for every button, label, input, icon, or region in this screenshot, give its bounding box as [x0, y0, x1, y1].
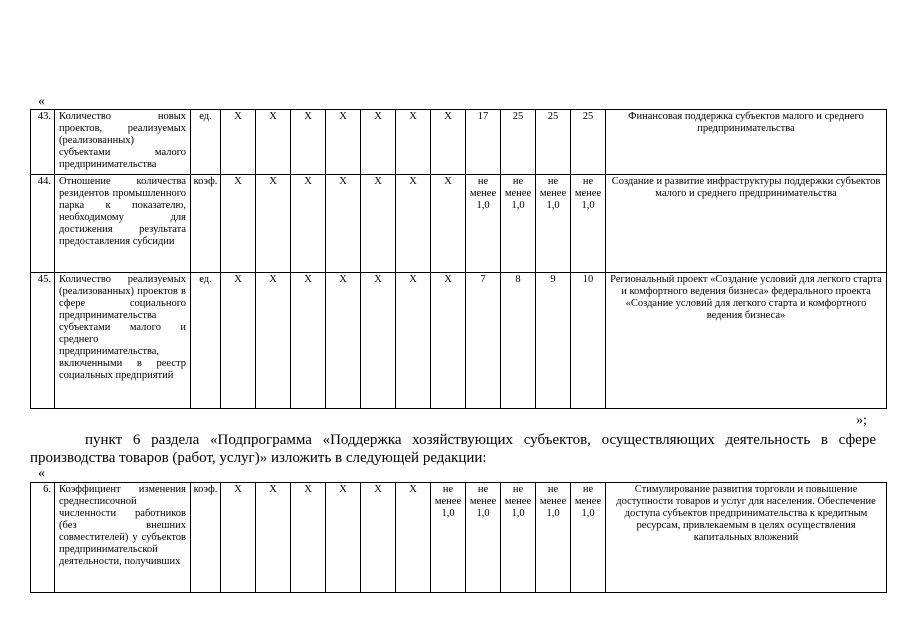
value-cell: не менее 1,0	[571, 175, 606, 273]
indicator-name: Количество реализуемых (реализованных) проектов в сфере социального предпринимательства субъектами малого и среднего предпринимательства, включенными в реестр социальных предприятий	[55, 273, 191, 409]
value-cell: не менее 1,0	[536, 483, 571, 593]
x-cell: X	[361, 483, 396, 593]
x-cell: X	[361, 273, 396, 409]
value-cell: 25	[536, 110, 571, 175]
source-cell: Финансовая поддержка субъектов малого и среднего предпринимательства	[606, 110, 887, 175]
x-cell: X	[221, 483, 256, 593]
value-cell: не менее 1,0	[501, 175, 536, 273]
x-cell: X	[291, 273, 326, 409]
x-cell: X	[221, 175, 256, 273]
instruction-paragraph: пункт 6 раздела «Подпрограмма «Поддержка хозяйствующих субъектов, осуществляющих деятельность в сфере производства товаров (работ, услуг)» изложить в следующей редакции:	[30, 432, 876, 466]
indicator-name: Отношение количества резидентов промышленного парка к показателю, необходимому для достижения результата предоставления субсидии	[55, 175, 191, 273]
x-cell: X	[326, 483, 361, 593]
value-cell: не менее 1,0	[431, 483, 466, 593]
x-cell: X	[221, 273, 256, 409]
row-number: 45.	[31, 273, 55, 409]
x-cell: X	[256, 273, 291, 409]
value-cell: не менее 1,0	[571, 483, 606, 593]
opening-quote-2: «	[38, 466, 45, 481]
indicators-table-1	[30, 109, 887, 409]
value-cell: 7	[466, 273, 501, 409]
row-number: 43.	[31, 110, 55, 175]
table-row	[31, 175, 887, 273]
source-cell: Стимулирование развития торговли и повышение доступности товаров и услуг для населения. Обеспечение доступа субъектов предпринимательства к кредитным ресурсам, привлекаемым в целях осуществления капитальных вложений	[606, 483, 887, 593]
value-cell: не менее 1,0	[501, 483, 536, 593]
x-cell: X	[326, 273, 361, 409]
x-cell: X	[361, 175, 396, 273]
x-cell: X	[256, 110, 291, 175]
closing-quote: »;	[856, 413, 867, 428]
opening-quote-1: «	[38, 94, 45, 109]
x-cell: X	[361, 110, 396, 175]
x-cell: X	[431, 273, 466, 409]
x-cell: X	[326, 175, 361, 273]
table-row	[31, 110, 887, 175]
x-cell: X	[431, 175, 466, 273]
x-cell: X	[326, 110, 361, 175]
value-cell: 9	[536, 273, 571, 409]
x-cell: X	[291, 110, 326, 175]
x-cell: X	[221, 110, 256, 175]
value-cell: 17	[466, 110, 501, 175]
x-cell: X	[396, 175, 431, 273]
x-cell: X	[431, 110, 466, 175]
x-cell: X	[291, 175, 326, 273]
x-cell: X	[256, 175, 291, 273]
value-cell: 25	[501, 110, 536, 175]
row-number: 6.	[31, 483, 55, 593]
source-cell: Региональный проект «Создание условий для легкого старта и комфортного ведения бизнеса» федерального проекта «Создание условий для легкого старта и комфортного ведения бизнеса»	[606, 273, 887, 409]
source-cell: Создание и развитие инфраструктуры поддержки субъектов малого и среднего предпринимательства	[606, 175, 887, 273]
value-cell: не менее 1,0	[536, 175, 571, 273]
x-cell: X	[396, 110, 431, 175]
x-cell: X	[396, 483, 431, 593]
value-cell: не менее 1,0	[466, 175, 501, 273]
value-cell: не менее 1,0	[466, 483, 501, 593]
value-cell: 8	[501, 273, 536, 409]
x-cell: X	[396, 273, 431, 409]
unit-cell: ед.	[191, 273, 221, 409]
row-number: 44.	[31, 175, 55, 273]
unit-cell: ед.	[191, 110, 221, 175]
indicators-table-2	[30, 482, 887, 593]
table-row	[31, 273, 887, 409]
unit-cell: коэф.	[191, 483, 221, 593]
value-cell: 25	[571, 110, 606, 175]
value-cell: 10	[571, 273, 606, 409]
indicator-name: Коэффициент изменения среднесписочной численности работников (без внешних совместителей) у субъектов предпринимательской деятельности, получивших	[55, 483, 191, 593]
x-cell: X	[256, 483, 291, 593]
x-cell: X	[291, 483, 326, 593]
unit-cell: коэф.	[191, 175, 221, 273]
table-row	[31, 483, 887, 593]
indicator-name: Количество новых проектов, реализуемых (реализованных) субъектами малого предпринимательства	[55, 110, 191, 175]
